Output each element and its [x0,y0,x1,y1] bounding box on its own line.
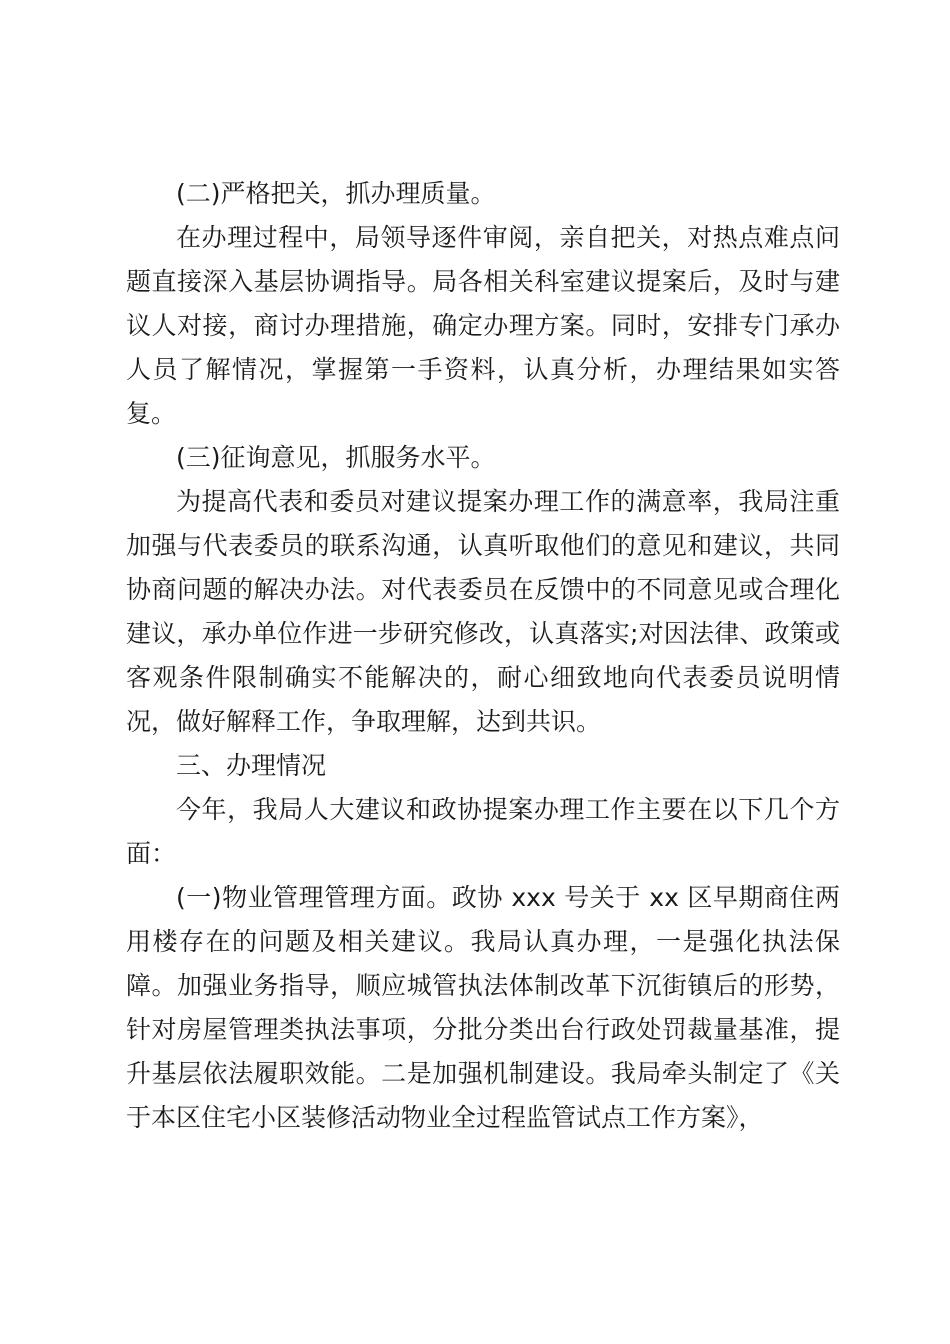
document-body [126,172,840,1140]
paragraph-review-process: 在办理过程中，局领导逐件审阅，亲自把关，对热点难点问题直接深入基层协调指导。局各相关科室建议提案后，及时与建议人对接，商讨办理措施，确定办理方案。同时，安排专门承办人员了解情况，掌握第一手资料，认真分析，办理结果如实答复。 [126,223,840,428]
section-heading-3: (三)征询意见，抓服务水平。 [176,443,496,472]
chapter-heading-3: 三、办理情况 [176,751,327,780]
section-heading-2: (二)严格把关，抓办理质量。 [176,179,496,208]
paragraph-intro: 今年，我局人大建议和政协提案办理工作主要在以下几个方面： [126,795,840,868]
paragraph-property-management: (一)物业管理管理方面。政协 xxx 号关于 xx 区早期商住两用楼存在的问题及相关建议。我局认真办理，一是强化执法保障。加强业务指导，顺应城管执法体制改革下沉街镇后的形势，针对房屋管理类执法事项，分批分类出台行政处罚裁量基准，提升基层依法履职效能。二是加强机制建设。我局牵头制定了《关于本区住宅小区装修活动物业全过程监管试点工作方案》， [126,883,840,1132]
paragraph-consultation: 为提高代表和委员对建议提案办理工作的满意率，我局注重加强与代表委员的联系沟通，认真听取他们的意见和建议，共同协商问题的解决办法。对代表委员在反馈中的不同意见或合理化建议，承办单位作进一步研究修改，认真落实;对因法律、政策或客观条件限制确实不能解决的，耐心细致地向代表委员说明情况，做好解释工作，争取理解，达到共识。 [126,487,840,736]
